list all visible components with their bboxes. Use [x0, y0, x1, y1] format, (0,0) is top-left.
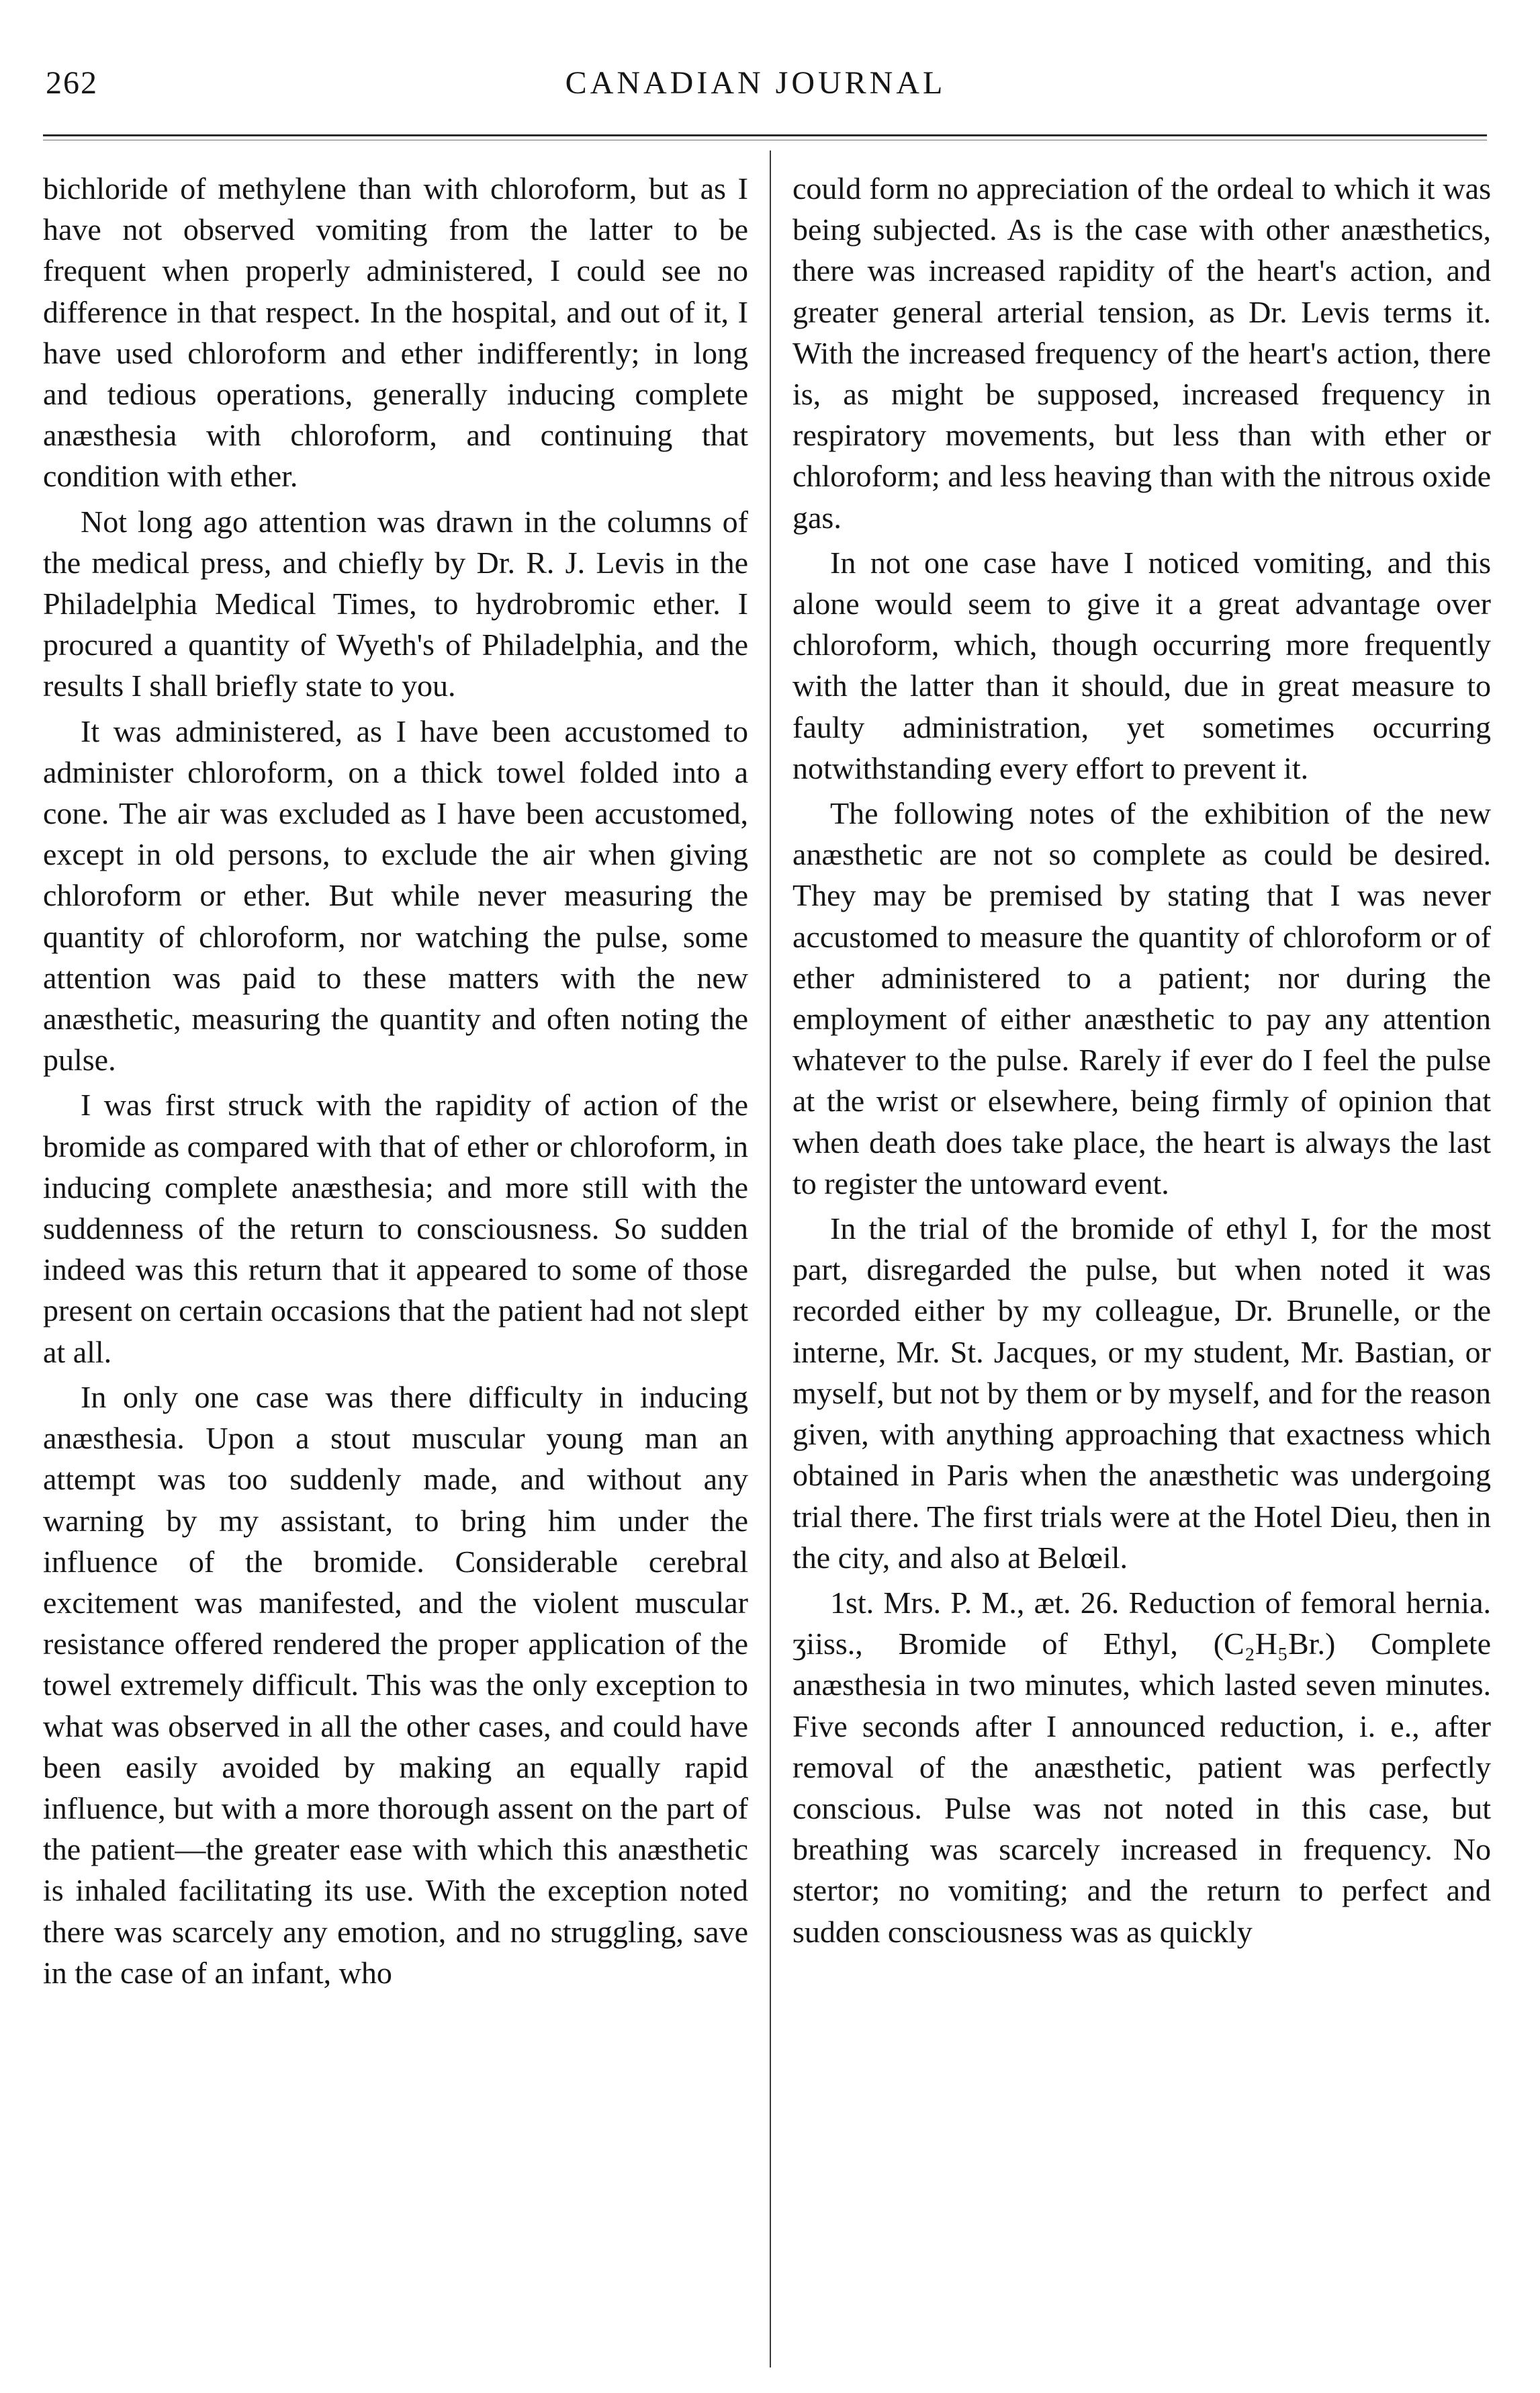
left-column	[43, 168, 748, 1993]
paragraph: 1st. Mrs. P. M., æt. 26. Reduction of femoral hernia. ʒiiss., Bromide of Ethyl, (C₂H₅Br.) Complete anæsthesia in two minutes, which lasted seven minutes. Five seconds after I announced reduction, i. e., after removal of the anæsthetic, patient was perfectly conscious. Pulse was not noted in this case, but breathing was scarcely increased in frequency. No stertor; no vomiting; and the return to perfect and sudden consciousness was as quickly	[792, 1585, 1491, 1949]
page-header	[34, 64, 1478, 118]
paragraph: bichloride of methylene than with chloroform, but as I have not observed vomiting from the latter to be frequent when properly administered, I could see no difference in that respect. In the hospital, and out of it, I have used chloroform and ether indifferently; in long and tedious operations, generally inducing complete anæsthesia with chloroform, and continuing that condition with ether.	[43, 171, 748, 494]
paragraph: could form no appreciation of the ordeal to which it was being subjected. As is the case with other anæsthetics, there was increased rapidity of the heart's action, and greater general arterial tension, as Dr. Levis terms it. With the increased frequency of the heart's action, there is, as might be supposed, increased frequency in respiratory movements, but less than with ether or chloroform; and less heaving than with the nitrous oxide gas.	[792, 171, 1491, 535]
paragraph: In only one case was there difficulty in inducing anæsthesia. Upon a stout muscular young man an attempt was too suddenly made, and without any warning by my assistant, to bring him under the influence of the bromide. Considerable cerebral excitement was manifested, and the violent muscular resistance offered rendered the proper application of the towel extremely difficult. This was the only exception to what was observed in all the other cases, and could have been easily avoided by making an equally rapid influence, but with a more thorough assent on the part of the patient—the greater ease with which this anæsthetic is inhaled facilitating its use. With the exception noted there was scarcely any emotion, and no struggling, save in the case of an infant, who	[43, 1379, 748, 1990]
paragraph: In the trial of the bromide of ethyl I, for the most part, disregarded the pulse, but when noted it was recorded either by my colleague, Dr. Brunelle, or the interne, Mr. St. Jacques, or my student, Mr. Bastian, or myself, but not by them or by myself, and for the reason given, with anything approaching that exactness which obtained in Paris when the anæsthetic was undergoing trial there. The first trials were at the Hotel Dieu, then in the city, and also at Belœil.	[792, 1211, 1491, 1575]
paragraph: The following notes of the exhibition of the new anæsthetic are not so complete as could be desired. They may be premised by stating that I was never accustomed to measure the quantity of chloroform or of ether administered to a patient; nor during the employment of either anæsthetic to pay any attention whatever to the pulse. Rarely if ever do I feel the pulse at the wrist or elsewhere, being firmly of opinion that when death does take place, the heart is always the last to register the untoward event.	[792, 796, 1491, 1201]
running-title: CANADIAN JOURNAL	[565, 65, 946, 101]
paragraph: Not long ago attention was drawn in the columns of the medical press, and chiefly by Dr. R. J. Levis in the Philadelphia Medical Times, to hydrobromic ether. I procured a quantity of Wyeth's of Philadelphia, and the results I shall briefly state to you.	[43, 504, 748, 703]
header-rule	[43, 134, 1487, 136]
paragraph: I was first struck with the rapidity of action of the bromide as compared with that of ether or chloroform, in inducing complete anæsthesia; and more still with the suddenness of the return to consciousness. So sudden indeed was this return that it appeared to some of those present on certain occasions that the patient had not slept at all.	[43, 1088, 749, 1369]
page-number: 262	[46, 65, 98, 101]
paragraph: In not one case have I noticed vomiting, and this alone would seem to give it a great advantage over chloroform, which, though occurring more frequently with the latter than it should, due in great measure to faulty administration, yet sometimes occurring notwithstanding every effort to prevent it.	[792, 545, 1491, 785]
right-column	[792, 168, 1491, 1952]
column-divider	[770, 150, 771, 2367]
paragraph: It was administered, as I have been accustomed to administer chloroform, on a thick towel folded into a cone. The air was excluded as I have been accustomed, except in old persons, to exclude the air when giving chloroform or ether. But while never measuring the quantity of chloroform, nor watching the pulse, some attention was paid to these matters with the new anæsthetic, measuring the quantity and often noting the pulse.	[43, 713, 748, 1078]
